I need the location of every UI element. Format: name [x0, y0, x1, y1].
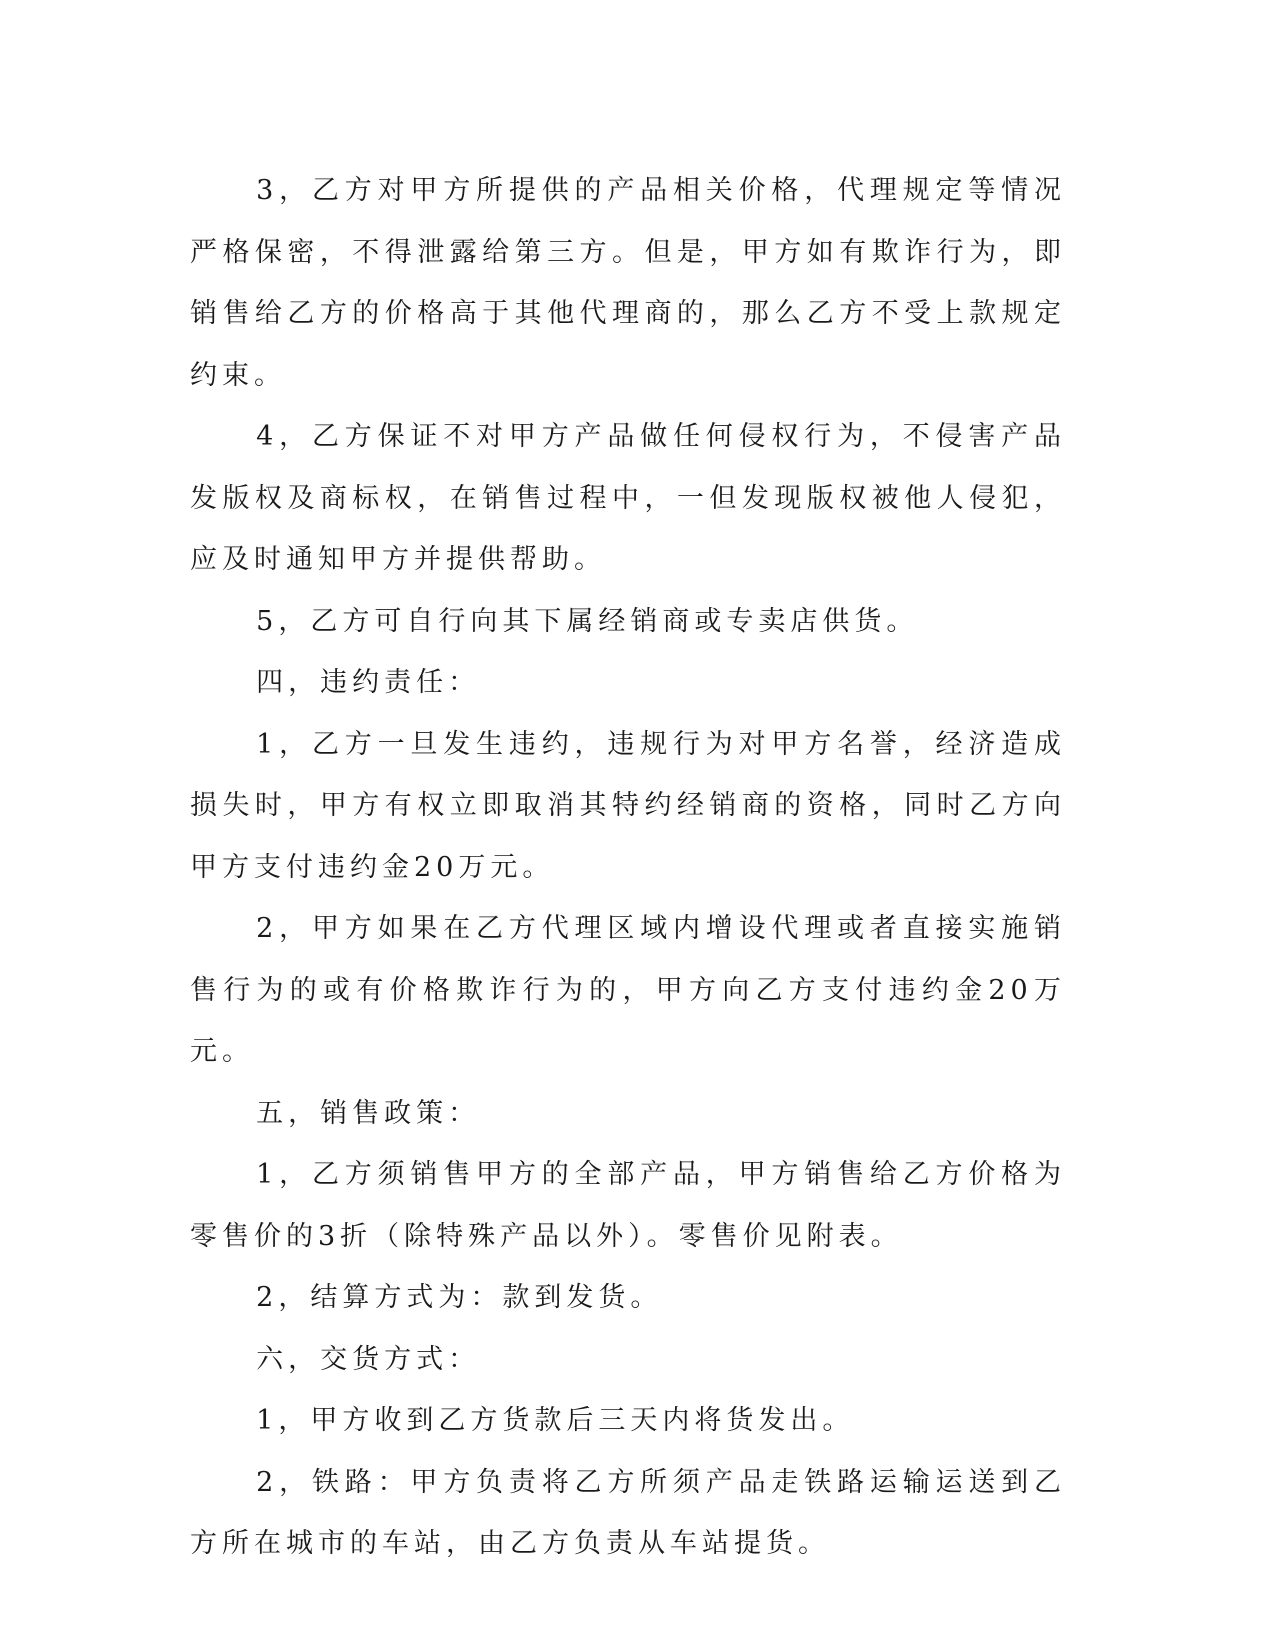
section-heading-sales-policy: 五，销售政策：	[256, 1097, 481, 1129]
section-heading-liability: 四，违约责任：	[256, 667, 481, 698]
clause-4-no-infringement: 4，乙方保证不对甲方产品做任何侵权行为，不侵害产品发版权及商标权，在销售过程中，一但发现版权被他人侵犯，应及时通知甲方并提供帮助。	[190, 421, 1066, 575]
clause-3-confidentiality: 3，乙方对甲方所提供的产品相关价格，代理规定等情况严格保密，不得泄露给第三方。但是，甲方如有欺诈行为，即销售给乙方的价格高于其他代理商的，那么乙方不受上款规定约束。	[190, 175, 1066, 391]
section-heading-delivery: 六，交货方式：	[256, 1343, 481, 1375]
delivery-clause-1: 1，甲方收到乙方货款后三天内将货发出。	[256, 1405, 855, 1436]
liability-clause-1: 1，乙方一旦发生违约，违规行为对甲方名誉，经济造成损失时，甲方有权立即取消其特约经销商的资格，同时乙方向甲方支付违约金20万元。	[190, 728, 1066, 883]
liability-clause-2: 2，甲方如果在乙方代理区域内增设代理或者直接实施销售行为的或有价格欺诈行为的，甲方向乙方支付违约金20万元。	[190, 913, 1066, 1067]
sales-policy-clause-1: 1，乙方须销售甲方的全部产品，甲方销售给乙方价格为零售价的3折（除特殊产品以外）。零售价见附表。	[190, 1159, 1066, 1252]
document-body	[190, 160, 1066, 1575]
clause-5-supply: 5，乙方可自行向其下属经销商或专卖店供货。	[256, 605, 919, 637]
delivery-clause-2: 2，铁路：甲方负责将乙方所须产品走铁路运输运送到乙方所在城市的车站，由乙方负责从车站提货。	[190, 1466, 1066, 1559]
sales-policy-clause-2: 2，结算方式为：款到发货。	[256, 1282, 663, 1313]
